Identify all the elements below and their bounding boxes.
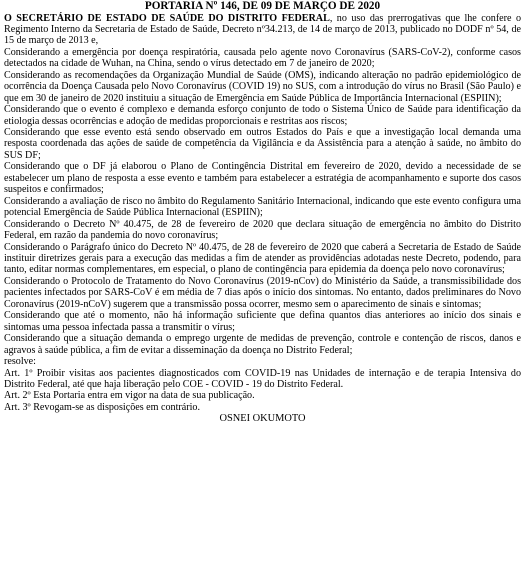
signature: OSNEI OKUMOTO <box>219 413 306 425</box>
intro-authority: O SECRETÁRIO DE ESTADO DE SAÚDE DO DISTRITO FEDERAL <box>4 12 330 24</box>
article-3: Art. 3º Revogam-se as disposições em contrário. <box>4 401 200 413</box>
considerando-paragraph: Considerando a avaliação de risco no âmbito do Regulamento Sanitário Internacional, indicando que este evento configura uma potencial Emergência de Saúde Pública Internacional (ESPIIN); <box>4 195 521 219</box>
article-1: Art. 1º Proibir visitas aos pacientes diagnosticados com COVID-19 nas Unidades de internação e de terapia Intensiva do Distrito Federal, até que haja liberação pelo COE - COVID - 19 do Distrito Federal. <box>4 367 521 390</box>
intro-paragraph <box>4 13 521 47</box>
considerando-paragraph: Considerando que o evento é complexo e demanda esforço conjunto de todo o Sistema Único de Saúde para identificação da etiologia dessas ocorrências e adoção de medidas proporcionais e restritas aos riscos; <box>4 104 521 127</box>
considerando-paragraph: Considerando o Parágrafo único do Decreto Nº 40.475, de 28 de fevereiro de 2020 que caberá a Secretaria de Estado de Saúde instituir diretrizes gerais para a execução das medidas a fim de atender as providências adotadas neste Decreto, podendo, para tanto, editar normas complementares, em especial, o plano de contingência para epidemia da doença pelo novo coronavírus; <box>4 241 521 276</box>
considerando-paragraph: Considerando que até o momento, não há informação suficiente que defina quantos dias anteriores ao início dos sinais e sintomas uma pessoa infectada passa a transmitir o vírus; <box>4 310 521 333</box>
considerando-paragraph: Considerando o Decreto Nº 40.475, de 28 de fevereiro de 2020 que declara situação de emergência no âmbito do Distrito Federal, em razão da pandemia do novo coronavírus; <box>4 218 521 242</box>
considerando-paragraph: Considerando a emergência por doença respiratória, causada pelo agente novo Coronavírus (SARS-CoV-2), conforme casos detectados na cidade de Wuhan, na China, sendo o vírus detectado em 7 de janeiro de 2020; <box>4 46 521 70</box>
article-2: Art. 2º Esta Portaria entra em vigor na data de sua publicação. <box>4 390 255 402</box>
considerando-paragraph: Considerando que a situação demanda o emprego urgente de medidas de prevenção, controle e contenção de riscos, danos e agravos à saúde pública, a fim de evitar a disseminação da doença no Distrito Federal; <box>4 333 521 356</box>
considerando-paragraph: Considerando o Protocolo de Tratamento do Novo Coronavírus (2019-nCov) do Ministério da Saúde, a transmissibilidade dos pacientes infectados por SARS-CoV é em média de 7 dias após o início dos sintomas. No entanto, dados preliminares do Novo Coronavírus (2019-nCoV) sugerem que a transmissão possa ocorrer, mesmo sem o aparecimento de sinais e sintomas; <box>4 275 521 310</box>
considerando-paragraph: Considerando as recomendações da Organização Mundial de Saúde (OMS), indicando alteração no padrão epidemiológico de ocorrência da Doença Causada pelo Novo Coronavírus (COVID 19) no SUS, com a introdução do vírus no Brasil (São Paulo) e que em 30 de janeiro de 2020 instituiu a situação de Emergência em Saúde Pública de Importância Internacional (ESPIIN); <box>4 69 521 104</box>
considerando-paragraph: Considerando que o DF já elaborou o Plano de Contingência Distrital em fevereiro de 2020, devido a necessidade de se estabelecer um plano de resposta a esse evento e também para estabelecer a estratégia de acompanhamento e suporte dos casos suspeitos e confirmados; <box>4 161 521 196</box>
document-title: PORTARIA Nº 146, DE 09 DE MARÇO DE 2020 <box>144 0 381 12</box>
considerando-paragraph: Considerando que esse evento está sendo observado em outros Estados do País e que a investigação local demanda uma resposta coordenada das ações de saúde de competência da Vigilância e da Assistência para a atenção à saúde, no âmbito do SUS DF; <box>4 127 521 161</box>
document-body <box>4 13 521 414</box>
resolve-label: resolve: <box>4 356 36 368</box>
intro-text: , no uso das prerrogativas que lhe confere o Regimento Interno da Secretaria de Estado de Saúde, Decreto nº34.213, de 14 de março de 2013, publicado no DODF nº 54, de 15 de março de 2013 e, <box>4 12 521 47</box>
document-page <box>4 1 521 562</box>
